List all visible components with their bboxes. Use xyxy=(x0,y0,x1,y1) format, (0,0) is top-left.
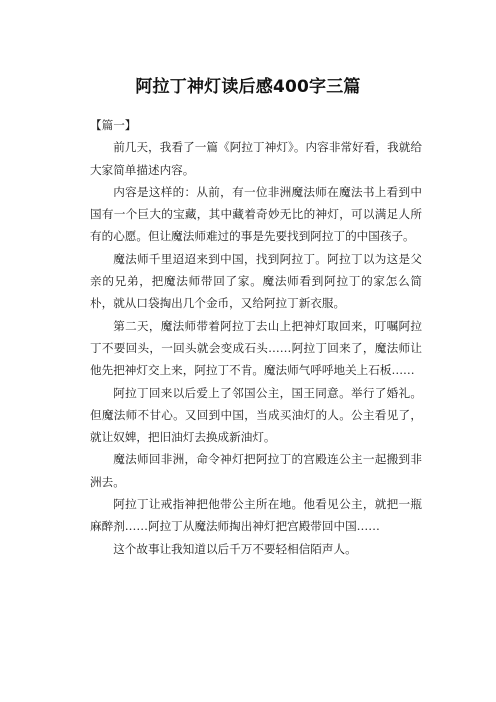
document-body xyxy=(90,114,422,560)
paragraph-3: 魔法师千里迢迢来到中国，找到阿拉丁。阿拉丁以为这是父亲的兄弟，把魔法师带回了家。魔法师看到阿拉丁的家怎么简朴，就从口袋掏出几个金币，又给阿拉丁新衣服。 xyxy=(90,251,422,311)
paragraph-5: 阿拉丁回来以后爱上了邻国公主，国王同意。举行了婚礼。但魔法师不甘心。又回到中国，当成买油灯的人。公主看见了，就让奴婢，把旧油灯去换成新油灯。 xyxy=(90,385,422,445)
paragraph-1: 前几天，我看了一篇《阿拉丁神灯》。内容非常好看，我就给大家简单描述内容。 xyxy=(90,140,422,177)
section-label: 【篇一】 xyxy=(90,118,137,132)
paragraph-6: 魔法师回非洲，命令神灯把阿拉丁的宫殿连公主一起搬到非洲去。 xyxy=(90,452,422,489)
paragraph-7: 阿拉丁让戒指神把他带公主所在地。他看见公主，就把一瓶麻醉剂……阿拉丁从魔法师掏出神灯把宫殿带回中国…… xyxy=(90,497,422,534)
document-title: 阿拉丁神灯读后感400字三篇 xyxy=(135,77,361,97)
paragraph-4: 第二天，魔法师带着阿拉丁去山上把神灯取回来，叮嘱阿拉丁不要回头，一回头就会变成石头……阿拉丁回来了，魔法师让他先把神灯交上来，阿拉丁不肯。魔法师气呼呼地关上石板…… xyxy=(90,318,422,378)
paragraph-8: 这个故事让我知道以后千万不要轻相信陌声人。 xyxy=(113,541,357,556)
paragraph-2: 内容是这样的：从前，有一位非洲魔法师在魔法书上看到中国有一个巨大的宝藏，其中藏着奇妙无比的神灯，可以满足人所有的心愿。但让魔法师难过的事是先要找到阿拉丁的中国孩子。 xyxy=(90,184,422,244)
